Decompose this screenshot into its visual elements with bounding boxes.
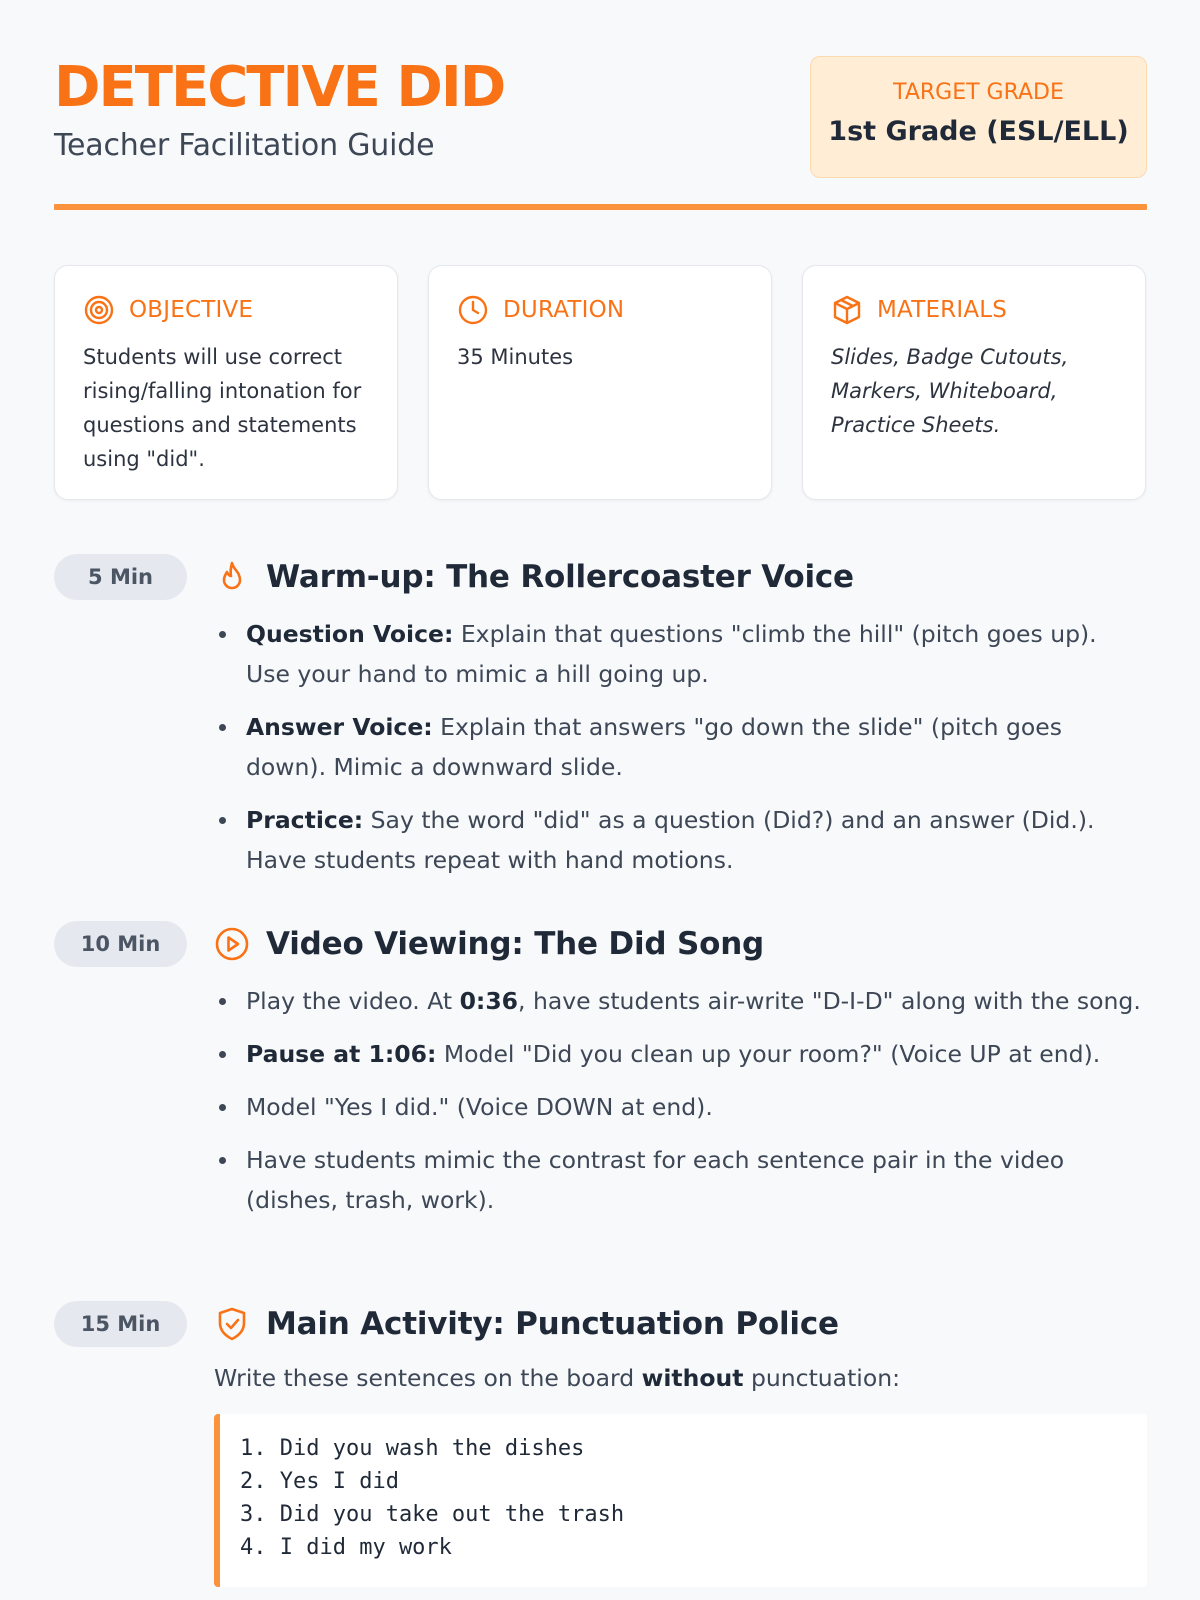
shield-check-icon [214, 1306, 250, 1342]
video-section [54, 921, 1147, 1261]
flame-icon [214, 559, 250, 595]
page-subtitle: Teacher Facilitation Guide [54, 128, 435, 163]
list-item: Play the video. At 0:36, have students air-write "D-I-D" along with the song. [214, 981, 1147, 1021]
list-item: Question Voice: Explain that questions "climb the hill" (pitch goes up). Use your hand to mimic a hill going up. [214, 614, 1147, 694]
list-item: Model "Yes I did." (Voice DOWN at end). [214, 1087, 1147, 1127]
play-circle-icon [214, 926, 250, 962]
warmup-time-badge: 5 Min [54, 554, 187, 600]
sentence-line: 4. I did my work [240, 1535, 452, 1560]
list-item: Answer Voice: Explain that answers "go down the slide" (pitch goes down). Mimic a downward slide. [214, 707, 1147, 787]
warmup-section [54, 554, 1147, 884]
target-grade-box [810, 56, 1147, 178]
target-icon [83, 294, 115, 326]
duration-card [428, 265, 772, 500]
main-activity-title: Main Activity: Punctuation Police [266, 1306, 839, 1342]
clock-icon [457, 294, 489, 326]
video-list [214, 981, 1147, 1233]
main-activity-instruction: Write these sentences on the board without punctuation: [214, 1364, 901, 1392]
objective-card [54, 265, 398, 500]
sentence-line: 1. Did you wash the dishes [240, 1436, 585, 1461]
objective-title: OBJECTIVE [129, 297, 254, 323]
guide-page [54, 0, 1147, 1600]
box-icon [831, 294, 863, 326]
header-divider [54, 204, 1147, 210]
sentence-line: 2. Yes I did [240, 1469, 399, 1494]
main-activity-time-badge: 15 Min [54, 1301, 187, 1347]
materials-text: Slides, Badge Cutouts, Markers, Whiteboard, Practice Sheets. [831, 345, 1069, 437]
video-time-badge: 10 Min [54, 921, 187, 967]
list-item: Practice: Say the word "did" as a question (Did?) and an answer (Did.). Have students repeat with hand motions. [214, 800, 1147, 880]
page-title: DETECTIVE DID [54, 55, 505, 120]
video-title: Video Viewing: The Did Song [266, 926, 765, 962]
target-grade-value: 1st Grade (ESL/ELL) [828, 116, 1129, 147]
objective-text: Students will use correct rising/falling intonation for questions and statements using "did". [83, 345, 362, 471]
board-sentences [214, 1414, 1147, 1587]
materials-card [802, 265, 1146, 500]
main-activity-section [54, 1301, 1147, 1591]
warmup-title: Warm-up: The Rollercoaster Voice [266, 559, 854, 595]
target-grade-label: TARGET GRADE [893, 80, 1064, 105]
list-item: Have students mimic the contrast for each sentence pair in the video (dishes, trash, work). [214, 1140, 1147, 1220]
duration-text: 35 Minutes [457, 345, 574, 369]
warmup-list [214, 614, 1147, 893]
materials-title: MATERIALS [877, 297, 1008, 323]
duration-title: DURATION [503, 297, 625, 323]
list-item: Pause at 1:06: Model "Did you clean up your room?" (Voice UP at end). [214, 1034, 1147, 1074]
header [54, 56, 1147, 186]
sentence-line: 3. Did you take out the trash [240, 1502, 625, 1527]
